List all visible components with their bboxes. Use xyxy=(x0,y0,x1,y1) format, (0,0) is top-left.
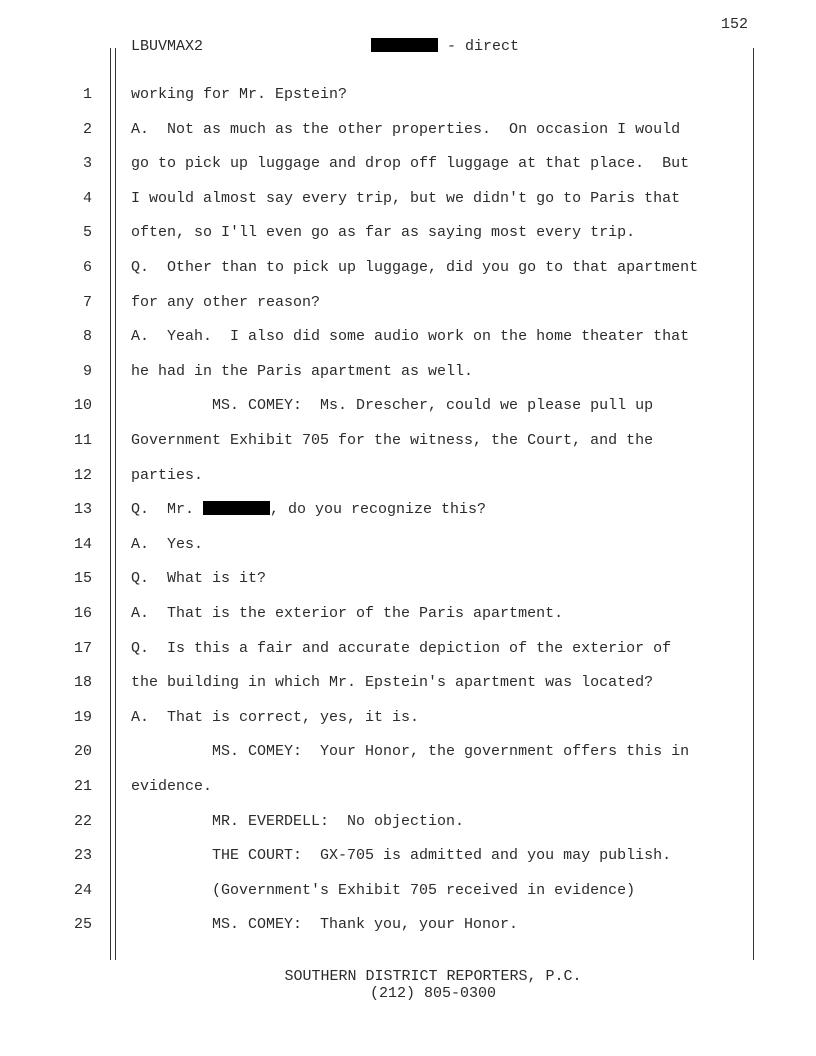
line-text: A. That is correct, yes, it is. xyxy=(131,708,420,726)
transcript-line xyxy=(0,605,760,625)
line-number: 5 xyxy=(82,224,92,242)
line-text: the building in which Mr. Epstein's apartment was located? xyxy=(131,674,654,692)
line-text: he had in the Paris apartment as well. xyxy=(131,362,474,380)
transcript-line xyxy=(0,847,760,867)
line-number: 19 xyxy=(73,708,92,726)
transcript-line xyxy=(0,328,760,348)
transcript-line xyxy=(0,570,760,590)
line-text: often, so I'll even go as far as saying most every trip. xyxy=(131,224,636,242)
line-text: go to pick up luggage and drop off luggage at that place. But xyxy=(131,155,690,173)
line-number: 4 xyxy=(82,189,92,207)
transcript-line xyxy=(0,709,760,729)
transcript-line xyxy=(0,743,760,763)
line-number: 8 xyxy=(82,328,92,346)
transcript-line xyxy=(0,813,760,833)
footer-phone: (212) 805-0300 xyxy=(369,985,497,1002)
line-number: 18 xyxy=(73,674,92,692)
transcript-line xyxy=(0,190,760,210)
header-title-suffix: - direct xyxy=(438,38,520,55)
line-text: (Government's Exhibit 705 received in evidence) xyxy=(131,881,636,899)
line-number: 24 xyxy=(73,881,92,899)
page-header xyxy=(131,38,751,58)
transcript-line xyxy=(0,916,760,936)
line-number: 11 xyxy=(73,432,92,449)
line-text-after-redaction: , do you recognize this? xyxy=(270,501,487,519)
line-text: I would almost say every trip, but we didn't go to Paris that xyxy=(131,189,681,207)
page-footer xyxy=(0,968,816,1002)
line-number: 9 xyxy=(82,362,92,380)
transcript-line xyxy=(0,224,760,244)
line-text: A. Not as much as the other properties. On occasion I would xyxy=(131,120,681,138)
transcript-line xyxy=(0,640,760,660)
line-number: 6 xyxy=(82,259,92,276)
transcript-line xyxy=(0,501,760,521)
transcript-line xyxy=(0,86,760,106)
line-text: MS. COMEY: Thank you, your Honor. xyxy=(131,916,519,934)
line-number: 22 xyxy=(73,812,92,830)
redaction-bar xyxy=(371,38,438,52)
line-text: THE COURT: GX-705 is admitted and you may publish. xyxy=(131,847,672,865)
line-text: working for Mr. Epstein? xyxy=(131,86,348,103)
line-number: 16 xyxy=(73,605,92,622)
line-text: MR. EVERDELL: No objection. xyxy=(131,812,465,830)
line-text: MS. COMEY: Ms. Drescher, could we please pull up xyxy=(131,397,654,415)
transcript-line xyxy=(0,674,760,694)
line-number: 7 xyxy=(82,293,92,311)
transcript-line xyxy=(0,397,760,417)
line-text: parties. xyxy=(131,466,204,484)
header-title xyxy=(371,38,519,55)
redaction-bar xyxy=(203,501,270,515)
line-text-before-redaction: Q. Mr. xyxy=(131,501,204,519)
transcript-line xyxy=(0,155,760,175)
line-text: A. That is the exterior of the Paris apartment. xyxy=(131,605,564,622)
line-text: Government Exhibit 705 for the witness, the Court, and the xyxy=(131,432,654,449)
line-text: evidence. xyxy=(131,778,213,795)
line-number: 25 xyxy=(73,916,92,934)
line-text: MS. COMEY: Your Honor, the government offers this in xyxy=(131,743,690,761)
page-number: 152 xyxy=(720,16,748,33)
line-number: 14 xyxy=(73,535,92,553)
footer-reporter: SOUTHERN DISTRICT REPORTERS, P.C. xyxy=(284,968,582,985)
line-number: 12 xyxy=(73,466,92,484)
transcript-line xyxy=(0,363,760,383)
line-number: 1 xyxy=(82,86,92,103)
line-number: 15 xyxy=(73,570,92,588)
line-text: A. Yeah. I also did some audio work on the home theater that xyxy=(131,328,690,346)
line-number: 21 xyxy=(73,778,92,795)
line-text: for any other reason? xyxy=(131,293,321,311)
line-text: A. Yes. xyxy=(131,535,204,553)
transcript-line xyxy=(0,467,760,487)
transcript-line xyxy=(0,121,760,141)
line-text: Q. Is this a fair and accurate depiction of the exterior of xyxy=(131,639,672,657)
document-id: LBUVMAX2 xyxy=(131,38,204,55)
transcript-line xyxy=(0,294,760,314)
transcript-line xyxy=(0,259,760,279)
line-number: 3 xyxy=(82,155,92,173)
transcript-line xyxy=(0,536,760,556)
line-number: 13 xyxy=(73,501,92,519)
line-text xyxy=(131,501,486,518)
transcript-line xyxy=(0,432,760,452)
line-number: 2 xyxy=(82,120,92,138)
line-text: Q. Other than to pick up luggage, did you go to that apartment xyxy=(131,259,699,276)
line-number: 23 xyxy=(73,847,92,865)
line-number: 17 xyxy=(73,639,92,657)
transcript-line xyxy=(0,778,760,798)
transcript-line xyxy=(0,882,760,902)
line-text: Q. What is it? xyxy=(131,570,267,588)
line-number: 10 xyxy=(73,397,92,415)
line-number: 20 xyxy=(73,743,92,761)
